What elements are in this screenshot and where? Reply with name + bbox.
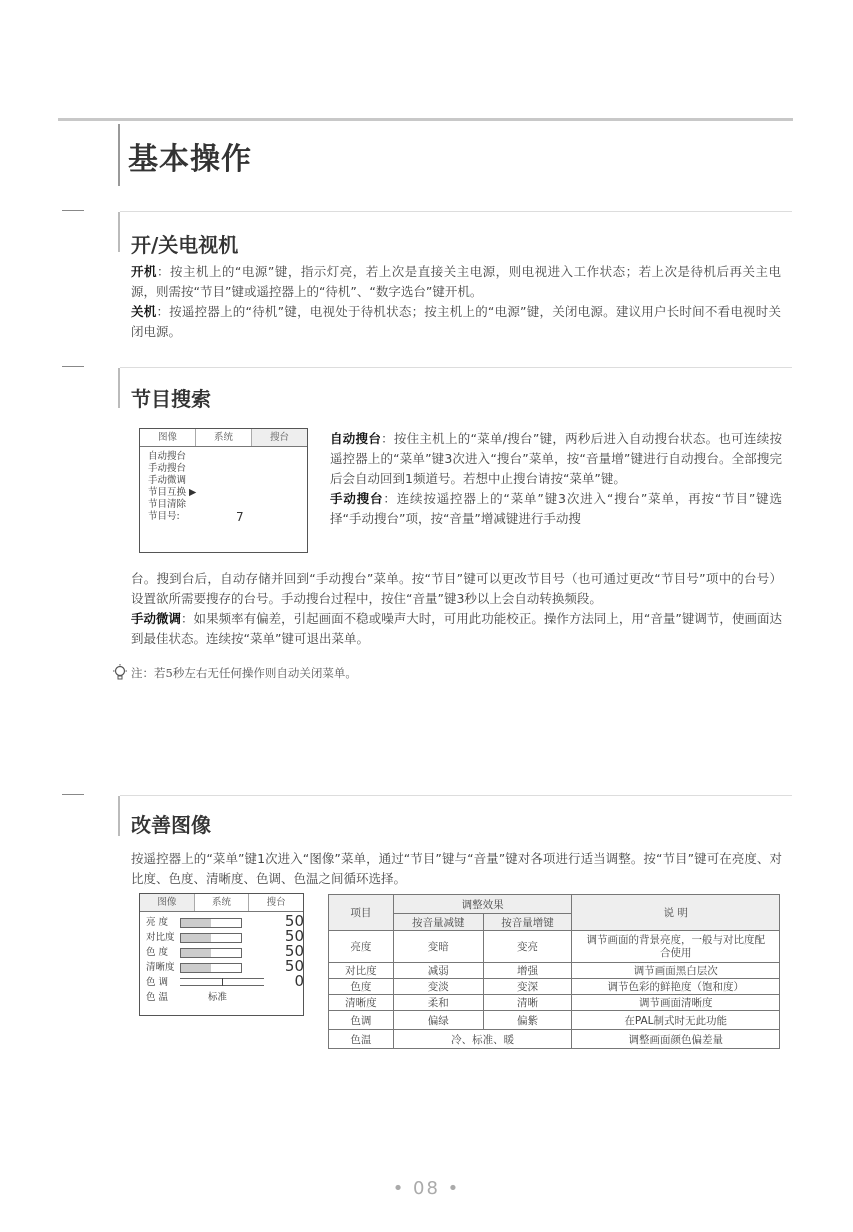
osd-tabs — [140, 894, 303, 912]
osd-level-bar — [180, 963, 242, 973]
table-row — [329, 979, 780, 995]
osd-tabs — [140, 429, 307, 447]
section-marker — [62, 794, 84, 795]
section-rule — [120, 211, 792, 212]
power-off-text: ：按遥控器上的“待机”键，电视处于待机状态；按主机上的“电源”键，关闭电源。建议用户长时间不看电视时关闭电源。 — [131, 304, 781, 339]
osd-row-label: 色 调 — [146, 977, 169, 988]
table-cell-desc: 调节画面的背景亮度，一般与对比度配合使用 — [572, 931, 780, 963]
table-header-inc: 按音量增键 — [483, 914, 572, 931]
table-cell-desc: 调节画面黑白层次 — [572, 963, 780, 979]
table-cell-inc: 增强 — [483, 963, 572, 979]
top-rule — [58, 118, 793, 121]
section-title-search: 节目搜索 — [131, 387, 211, 411]
osd-tab-system: 系统 — [196, 429, 252, 446]
osd-tab-search: 搜台 — [266, 897, 286, 908]
title-bar — [118, 124, 120, 186]
osd-row-temp — [140, 990, 303, 1005]
osd-row-label: 色 度 — [146, 947, 169, 958]
table-header-effect: 调整效果 — [393, 895, 572, 914]
table-header-item: 项目 — [329, 895, 394, 931]
osd-program-label: 节目号: — [148, 511, 180, 522]
table-cell-item: 色温 — [329, 1030, 394, 1049]
section-rule — [120, 367, 792, 368]
osd-tab-system: 系统 — [195, 894, 250, 911]
table-row — [329, 963, 780, 979]
table-cell-dec: 变淡 — [393, 979, 483, 995]
auto-search-label: 自动搜台 — [330, 431, 382, 446]
fine-tune-label: 手动微调 — [131, 611, 182, 626]
osd-tab-picture: 图像 — [140, 894, 195, 911]
power-off-label: 关机 — [131, 304, 157, 319]
table-cell-item: 色度 — [329, 979, 394, 995]
bulb-icon — [112, 664, 128, 686]
section-rule — [120, 795, 792, 796]
table-cell-dec: 柔和 — [393, 995, 483, 1011]
manual-search-paragraph — [131, 569, 782, 649]
osd-level-bar — [180, 933, 242, 943]
osd-row-tint — [140, 972, 304, 990]
table-cell-inc: 清晰 — [483, 995, 572, 1011]
table-cell-item: 色调 — [329, 1011, 394, 1030]
manual-search-text-a: ：连续按遥控器上的“菜单”键3次进入“搜台”菜单，再按“节目”键选择“手动搜台”项，按“音量”增减键进行手动搜 — [330, 491, 782, 526]
osd-row-value: 标准 — [208, 992, 228, 1003]
osd-row-label: 亮 度 — [146, 917, 169, 928]
table-header-dec: 按音量减键 — [393, 914, 483, 931]
page-number: • 08 • — [392, 1178, 461, 1199]
table-cell-desc: 在PAL制式时无此功能 — [572, 1011, 780, 1030]
section-title-picture: 改善图像 — [131, 813, 211, 837]
picture-adjust-table — [328, 894, 780, 1049]
table-header-desc: 说 明 — [572, 895, 780, 931]
table-cell-dec: 偏绿 — [393, 1011, 483, 1030]
osd-row-label: 清晰度 — [146, 962, 175, 973]
table-cell-inc: 偏紫 — [483, 1011, 572, 1030]
osd-tab-search: 搜台 — [252, 429, 307, 446]
menu-note: 注：若5秒左右无任何操作则自动关闭菜单。 — [131, 666, 357, 680]
osd-row-value: 50 — [284, 957, 304, 975]
osd-item-auto-search: 自动搜台 — [148, 451, 187, 462]
section-title-power: 开/关电视机 — [131, 233, 239, 257]
osd-item-program-number — [148, 511, 307, 523]
osd-row-value: 50 — [284, 927, 304, 945]
table-cell-item: 亮度 — [329, 931, 394, 963]
auto-search-text: ：按住主机上的“菜单/搜台”键，两秒后进入自动搜台状态。也可连续按遥控器上的“菜单”键3次进入“搜台”菜单，按“音量增”键进行自动搜台。全部搜完后会自动回到1频道号。若想中止搜台请按“菜单”键。 — [330, 431, 782, 486]
osd-program-value: 7 — [236, 510, 244, 524]
section-bar — [118, 796, 120, 836]
table-cell-item: 对比度 — [329, 963, 394, 979]
section-bar — [118, 368, 120, 408]
osd-level-bar — [180, 978, 264, 986]
picture-intro: 按遥控器上的“菜单”键1次进入“图像”菜单，通过“节目”键与“音量”键对各项进行适当调整。按“节目”键可在亮度、对比度、色度、清晰度、色调、色温之间循环选择。 — [131, 851, 782, 886]
auto-search-paragraph — [330, 429, 782, 529]
table-cell-desc: 调节画面清晰度 — [572, 995, 780, 1011]
osd-item-swap: 节目互换 ▶ — [148, 487, 197, 498]
power-on-text: ：按主机上的“电源”键，指示灯亮，若上次是直接关主电源，则电视进入工作状态；若上次是待机后再关主电源，则需按“节目”键或遥控器上的“待机”、“数字选台”键开机。 — [131, 264, 781, 299]
table-cell-dec: 变暗 — [393, 931, 483, 963]
search-menu-osd — [139, 428, 308, 553]
osd-row-value: 50 — [284, 942, 304, 960]
osd-row-value: 0 — [294, 972, 304, 990]
table-row — [329, 1011, 780, 1030]
section-marker — [62, 366, 84, 367]
table-cell-dec: 减弱 — [393, 963, 483, 979]
power-on-label: 开机 — [131, 264, 157, 279]
table-cell-desc: 调节色彩的鲜艳度（饱和度） — [572, 979, 780, 995]
table-cell-item: 清晰度 — [329, 995, 394, 1011]
table-cell-effect: 冷、标准、暖 — [393, 1030, 572, 1049]
osd-row-label: 对比度 — [146, 932, 175, 943]
osd-row-label: 色 温 — [146, 992, 169, 1003]
osd-tab-picture: 图像 — [140, 429, 196, 446]
table-cell-inc: 变亮 — [483, 931, 572, 963]
table-row — [329, 1030, 780, 1049]
osd-item-delete: 节目清除 — [148, 499, 187, 510]
osd-level-bar — [180, 918, 242, 928]
manual-search-text-b: 台。搜到台后，自动存储并回到“手动搜台”菜单。按“节目”键可以更改节目号（也可通过更改“节目号”项中的台号）设置欲所需要搜存的台号。手动搜台过程中，按住“音量”键3秒以上会自动转换频段。 — [131, 571, 782, 606]
fine-tune-text: ：如果频率有偏差，引起画面不稳或噪声大时，可用此功能校正。操作方法同上，用“音量”键调节，使画面达到最佳状态。连续按“菜单”键可退出菜单。 — [131, 611, 782, 646]
table-row — [329, 995, 780, 1011]
osd-row-value: 50 — [284, 912, 304, 930]
osd-item-manual-search: 手动搜台 — [148, 463, 187, 474]
section-bar — [118, 212, 120, 252]
page-title: 基本操作 — [128, 142, 252, 177]
table-cell-inc: 变深 — [483, 979, 572, 995]
table-row — [329, 931, 780, 963]
picture-menu-osd — [139, 893, 304, 1016]
osd-item-fine-tune: 手动微调 — [148, 475, 187, 486]
manual-search-label: 手动搜台 — [330, 491, 384, 506]
section-marker — [62, 210, 84, 211]
table-cell-desc: 调整画面颜色偏差量 — [572, 1030, 780, 1049]
osd-level-bar — [180, 948, 242, 958]
power-paragraph — [131, 262, 781, 342]
